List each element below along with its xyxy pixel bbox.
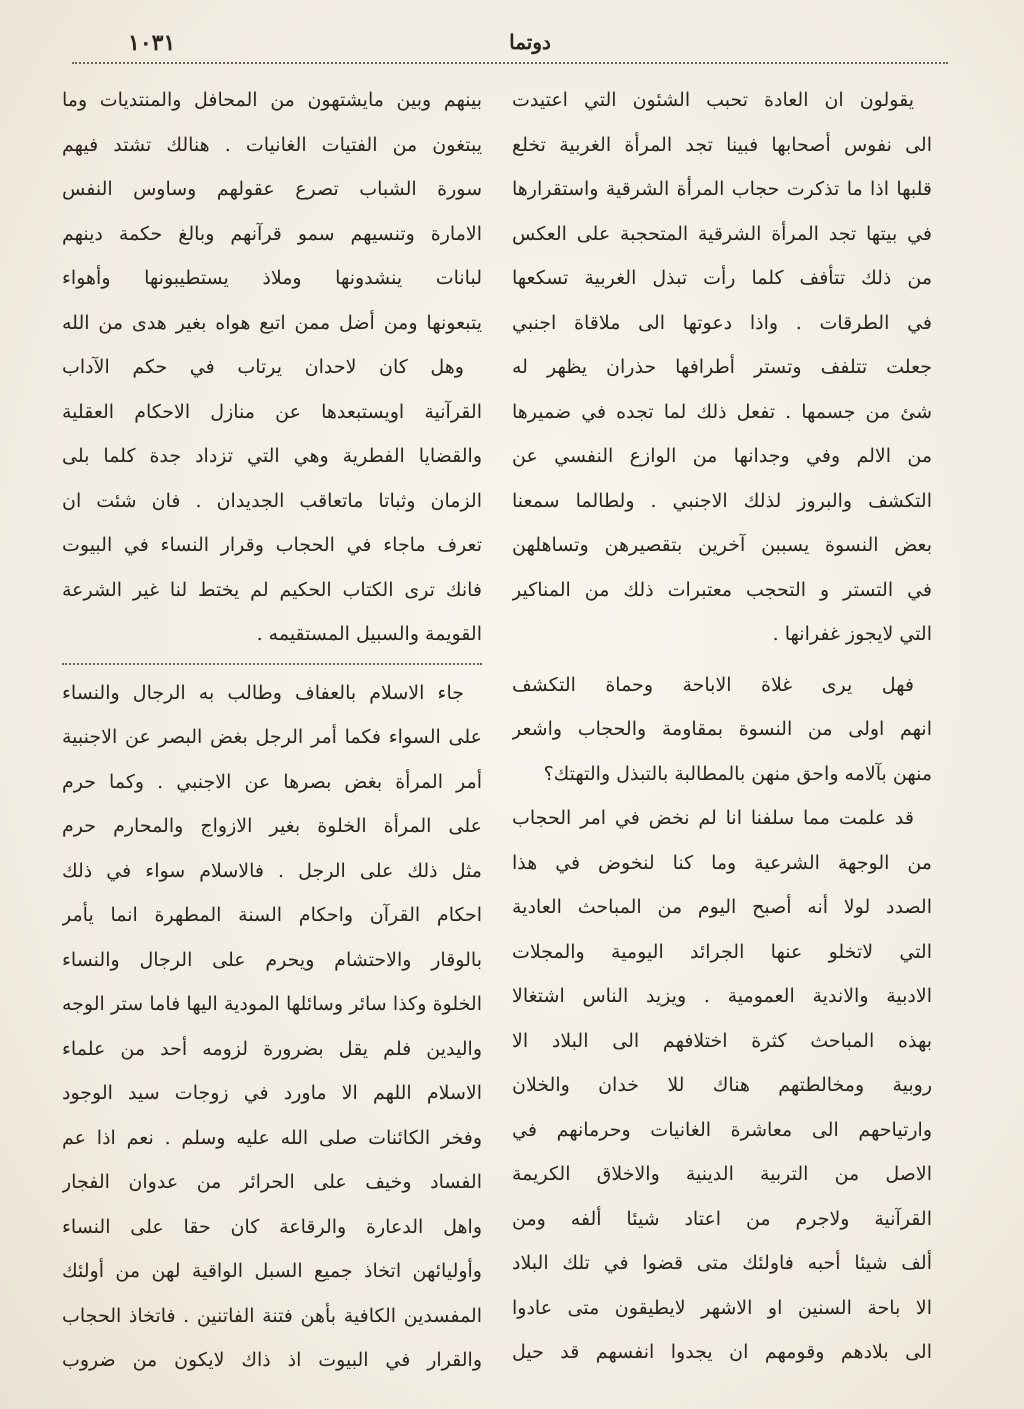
text-line: وأوليائهن اتخاذ جميع السبل الواقية لهن من أولئك xyxy=(62,1260,482,1282)
text-line: مثل ذلك على الرجل . فالاسلام سواء في ذلك xyxy=(62,859,482,882)
text-line: فانك ترى الكتاب الحكيم لم يختط لنا غير الشرعة xyxy=(62,578,482,601)
text-line: انهم اولى من النسوة بمقاومة والحجاب واشعر xyxy=(512,718,932,740)
text-line: يتبعونها ومن أضل ممن اتبع هواه بغير هدى من الله xyxy=(62,311,482,334)
text-line: بهذه المباحث كثرة اختلافهم الى البلاد الا xyxy=(512,1029,932,1052)
text-line: المفسدين الكافية بأهن فتنة الفاتنين . فاتخاذ الحجاب xyxy=(62,1304,482,1327)
text-line: يقولون ان العادة تحبب الشئون التي اعتيدت xyxy=(512,89,914,111)
text-line: يبتغون من الفتيات الغانيات . هنالك تشتد فيهم xyxy=(62,133,482,156)
right-column xyxy=(512,78,932,1375)
text-line: الا باحة السنين او الاشهر لايطيقون متى عادوا xyxy=(512,1296,932,1319)
text-line: الادبية والاندية العمومية . ويزيد الناس اشتغالا xyxy=(512,985,932,1007)
text-line: الى نفوس أصحابها فبينا تجد المرأة الغربية تخلع xyxy=(512,133,932,156)
text-line: وفخر الكائنات صلى الله عليه وسلم . نعم اذا عم xyxy=(62,1126,482,1149)
text-line: قد علمت مما سلفنا انا لم نخض في امر الحجاب xyxy=(512,807,914,829)
text-line: وهل كان لاحدان يرتاب في حكم الآداب xyxy=(62,356,464,378)
text-line: على المرأة الخلوة بغير الازواج والمحارم حرم xyxy=(62,815,482,837)
text-line: احكام القرآن واحكام السنة المطهرة انما يأمر xyxy=(62,904,482,926)
text-line: بالوقار والاحتشام ويحرم على الرجال والنساء xyxy=(62,948,482,971)
text-line: وارتياحهم الى معاشرة الغانيات وحرمانهم في xyxy=(512,1118,932,1141)
text-line: الاسلام اللهم الا ماورد في زوجات سيد الوجود xyxy=(62,1082,482,1104)
text-line: من الوجهة الشرعية وما كنا لنخوض في هذا xyxy=(512,851,932,874)
text-line: القرآنية ولاجرم من اعتاد شيئا ألفه ومن xyxy=(512,1207,932,1230)
text-line: جاء الاسلام بالعفاف وطالب به الرجال والنساء xyxy=(62,681,464,704)
text-line: تعرف ماجاء في الحجاب وقرار النساء في البيوت xyxy=(62,534,482,556)
text-line: والقضايا الفطرية وهي التي تزداد جدة كلما بلى xyxy=(62,445,482,467)
text-line: روبية ومخالطتهم هناك للا خدان والخلان xyxy=(512,1074,932,1096)
text-line: الى بلادهم وقومهم ان يجدوا انفسهم قد حيل xyxy=(512,1341,932,1363)
text-line: الاصل من التربية الدينية والاخلاق الكريمة xyxy=(512,1163,932,1185)
text-line: جعلت تتلفف وتستر أطرافها حذران يظهر له xyxy=(512,356,932,378)
text-line: في بيتها تجد المرأة الشرقية المتحجبة على العكس xyxy=(512,222,932,245)
text-line: سورة الشباب تصرع عقولهم وساوس النفس xyxy=(62,178,482,200)
text-line: التي لايجوز غفرانها . xyxy=(772,623,932,645)
text-line: الخلوة وكذا سائر وسائلها المودية اليها فاما ستر الوجه xyxy=(62,993,482,1015)
text-line: التكشف والبروز لذلك الاجنبي . ولطالما سمعنا xyxy=(512,489,932,512)
text-line: فهل يرى غلاة الاباحة وحماة التكشف xyxy=(512,673,914,696)
text-line: أمر المرأة بغض بصرها عن الاجنبي . وكما حرم xyxy=(62,770,482,793)
header-divider xyxy=(72,62,948,64)
text-line: والقرار في البيوت اذ ذاك لايكون من ضروب xyxy=(62,1349,482,1371)
text-line: بينهم وبين مايشتهون من المحافل والمنتديات وما xyxy=(62,89,482,111)
text-line: الصدد لولا أنه أصبح اليوم من المباحث العادية xyxy=(512,896,932,918)
text-line: القويمة والسبيل المستقيمه . xyxy=(256,623,482,645)
text-line: واهل الدعارة والرقاعة كان حقا على النساء xyxy=(62,1215,482,1238)
text-line: في الطرقات . واذا دعوتها الى ملاقاة اجنبي xyxy=(512,311,932,334)
left-column xyxy=(62,78,482,1383)
text-line: قلبها اذا ما تذكرت حجاب المرأة الشرقية واستقرارها xyxy=(512,178,932,200)
text-line: من الالم وفي وجدانها من الوازع النفسي عن xyxy=(512,445,932,467)
text-line: ألف شيئا أحبه فاولئك متى قضوا في تلك البلاد xyxy=(512,1252,932,1274)
running-title: دوتما xyxy=(509,30,551,54)
text-line: الزمان وثباتا ماتعاقب الجديدان . فان شئت ان xyxy=(62,489,482,512)
text-line: من ذلك تتأفف كلما رأت تبذل الغربية تسكعها xyxy=(512,267,932,289)
text-line: لبانات ينشدونها وملاذ يستطيبونها وأهواء xyxy=(62,267,482,289)
text-line: التي لاتخلو عنها الجرائد اليومية والمجلات xyxy=(512,940,932,963)
text-line: الفساد وخيف على الحرائر من عدوان الفجار xyxy=(62,1171,482,1193)
page-number: ١٠٣١ xyxy=(128,30,176,56)
text-line: في التستر و التحجب معتبرات ذلك من المناكير xyxy=(512,578,932,601)
text-line: منهن بآلامه واحق منهن بالمطالبة بالتبذل والتهتك؟ xyxy=(543,762,932,785)
text-line: على السواء فكما أمر الرجل بغض البصر عن الاجنبية xyxy=(62,726,482,748)
text-line: واليدين فلم يقل بضرورة لزومه أحد من علماء xyxy=(62,1037,482,1060)
text-line: الامارة وتنسيهم سمو قرآنهم وبالغ حكمة دينهم xyxy=(62,222,482,245)
page-header xyxy=(70,28,950,60)
section-divider xyxy=(62,663,482,665)
text-line: شئ من جسمها . تفعل ذلك لما تجده في ضميرها xyxy=(512,400,932,423)
text-line: بعض النسوة يسببن آخرين بتقصيرهن وتساهلهن xyxy=(512,534,932,556)
text-line: القرآنية اويستبعدها عن منازل الاحكام العقلية xyxy=(62,400,482,423)
